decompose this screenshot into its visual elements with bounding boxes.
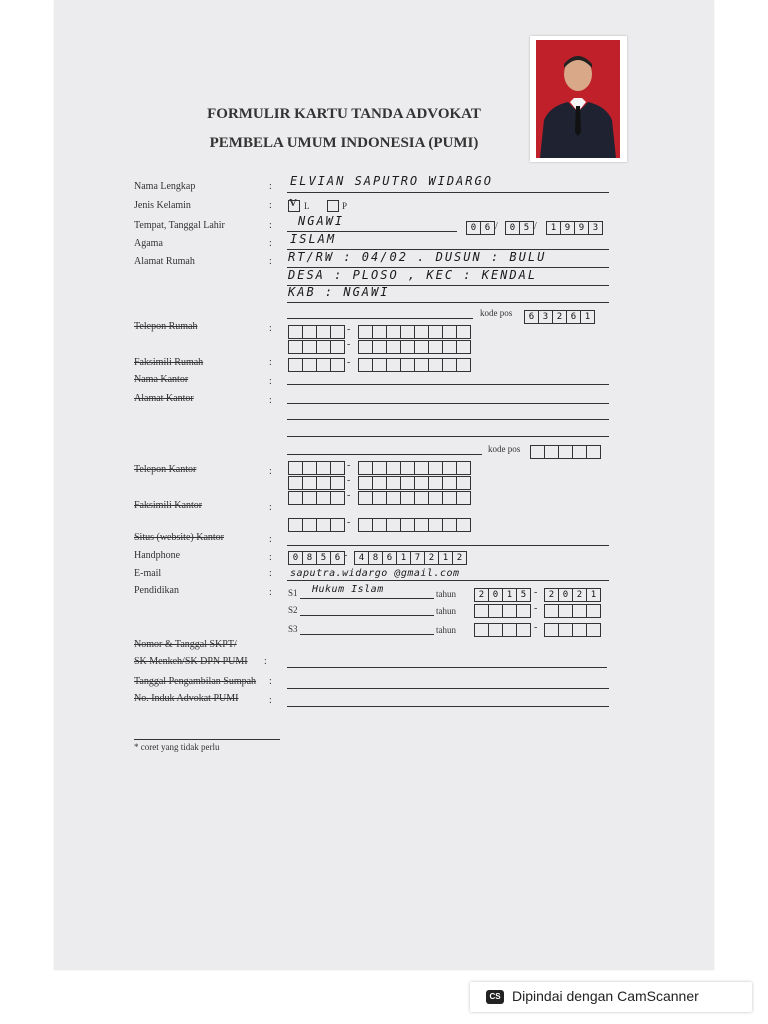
- label-telepon-rumah: Telepon Rumah: [134, 321, 198, 332]
- label-jenis-kelamin: Jenis Kelamin: [134, 200, 191, 211]
- label-tahun-s2: tahun: [436, 606, 456, 616]
- label-nama: Nama Lengkap: [134, 181, 196, 192]
- person-photo-icon: [536, 40, 620, 158]
- s1-start-boxes[interactable]: 2 0 1 5: [474, 588, 531, 602]
- value-s1-jurusan[interactable]: Hukum Islam: [312, 584, 384, 595]
- label-nama-kantor: Nama Kantor: [134, 374, 189, 385]
- value-tempat-lahir[interactable]: NGAWI: [298, 214, 345, 228]
- label-pendidikan: Pendidikan: [134, 585, 179, 596]
- tgl-day-boxes[interactable]: 0 6: [466, 221, 495, 235]
- label-P: P: [342, 201, 348, 211]
- telp-kantor-area-2[interactable]: [288, 476, 345, 490]
- value-alamat-3[interactable]: KAB : NGAWI: [288, 285, 390, 299]
- label-telepon-kantor: Telepon Kantor: [134, 464, 197, 475]
- label-faksimili-rumah: Faksimili Rumah: [134, 357, 204, 368]
- telp-rumah-area-2[interactable]: [288, 340, 345, 354]
- kode-pos-rumah-boxes[interactable]: 6 3 2 6 1: [524, 310, 595, 324]
- label-faksimili-kantor: Faksimili Kantor: [134, 500, 203, 511]
- label-s3: S3: [288, 624, 298, 634]
- form-paper: FORMULIR KARTU TANDA ADVOKAT PEMBELA UMUM INDONESIA (PUMI) Nama Lengkap : ELVIAN SAPUTRO WIDARGO Jenis Kelamin : V L P Tempat, Tanggal Lahir : NGAWI 0 6 / 0 5 / 1 9 9 3 Agama : ISLAM Alamat Rumah : RT/RW : 04/02 . DUSUN : BULU DESA : PLOSO , KEC : KENDAL KAB : NGAWI kode pos 6 3 2 6 1 Telepon Rumah : - - Faksimili Rumah : - Nama Kantor : Alamat Kantor : kode pos Telepon Kantor : - - - Faksimili Kantor : - Situs (website) Kantor : Handphone : 0 8 5 6 - 4 8 6 1 7 2 1 2 E-mail : saputra.widargo @gmail.com Pendidikan : S1 Hukum Islam tahun 2 0 1 5 - 2 0 2 1 S2 tahun - S3 tahun - Nomor & Tanggal SKPT/ SK Menkeh/SK DPN PUMI : Tanggal Pengambilan Sumpah : No. Induk Advokat PUMI : * coret yang tidak perlu: [54, 0, 714, 970]
- value-alamat-2[interactable]: DESA : PLOSO , KEC : KENDAL: [288, 268, 538, 282]
- s3-end-boxes[interactable]: [544, 623, 601, 637]
- label-alamat-rumah: Alamat Rumah: [134, 256, 195, 267]
- telp-kantor-num-2[interactable]: [358, 476, 471, 490]
- telp-rumah-num-2[interactable]: [358, 340, 471, 354]
- label-L: L: [304, 201, 310, 211]
- fax-rumah-num[interactable]: [358, 358, 471, 372]
- value-nama[interactable]: ELVIAN SAPUTRO WIDARGO: [290, 174, 493, 188]
- form-title-line2: PEMBELA UMUM INDONESIA (PUMI): [209, 135, 479, 151]
- handphone-boxes[interactable]: 0 8 5 6: [288, 551, 345, 565]
- fax-kantor-area[interactable]: [288, 518, 345, 532]
- telp-kantor-num-1[interactable]: [358, 461, 471, 475]
- label-ttl: Tempat, Tanggal Lahir: [134, 220, 225, 231]
- fax-kantor-num[interactable]: [358, 518, 471, 532]
- label-handphone: Handphone: [134, 550, 181, 561]
- telp-kantor-num-3[interactable]: [358, 491, 471, 505]
- label-s2: S2: [288, 605, 298, 615]
- label-tahun-s1: tahun: [436, 589, 456, 599]
- applicant-photo: [530, 36, 627, 162]
- camscanner-watermark: [470, 982, 752, 1012]
- s2-start-boxes[interactable]: [474, 604, 531, 618]
- s3-start-boxes[interactable]: [474, 623, 531, 637]
- label-kode-pos-rumah: kode pos: [480, 308, 513, 318]
- label-kode-pos-kantor: kode pos: [488, 444, 521, 454]
- s2-end-boxes[interactable]: [544, 604, 601, 618]
- label-s1: S1: [288, 588, 298, 598]
- checkbox-perempuan[interactable]: [327, 200, 339, 212]
- label-alamat-kantor: Alamat Kantor: [134, 393, 194, 404]
- telp-kantor-area-3[interactable]: [288, 491, 345, 505]
- label-situs-kantor: Situs (website) Kantor: [134, 532, 224, 543]
- fax-rumah-area[interactable]: [288, 358, 345, 372]
- kode-pos-kantor-boxes[interactable]: [530, 445, 601, 459]
- label-tanggal-sumpah: Tanggal Pengambilan Sumpah: [134, 676, 257, 687]
- telp-kantor-area-1[interactable]: [288, 461, 345, 475]
- label-skpt-1: Nomor & Tanggal SKPT/: [134, 639, 237, 650]
- form-title-line1: FORMULIR KARTU TANDA ADVOKAT: [207, 106, 481, 122]
- value-email[interactable]: saputra.widargo @gmail.com: [290, 568, 460, 579]
- value-alamat-1[interactable]: RT/RW : 04/02 . DUSUN : BULU: [288, 250, 547, 264]
- value-agama[interactable]: ISLAM: [290, 232, 337, 246]
- tgl-month-boxes[interactable]: 0 5: [505, 221, 534, 235]
- label-email: E-mail: [134, 568, 162, 579]
- telp-rumah-area-1[interactable]: [288, 325, 345, 339]
- label-skpt-2: SK Menkeh/SK DPN PUMI: [134, 656, 248, 667]
- camscanner-logo-icon: CS: [486, 990, 504, 1004]
- label-no-induk: No. Induk Advokat PUMI: [134, 693, 239, 704]
- check-mark-icon: V: [289, 197, 297, 209]
- telp-rumah-num-1[interactable]: [358, 325, 471, 339]
- camscanner-text: Dipindai dengan CamScanner: [512, 988, 699, 1004]
- s1-end-boxes[interactable]: 2 0 2 1: [544, 588, 601, 602]
- label-agama: Agama: [134, 238, 163, 249]
- tgl-year-boxes[interactable]: 1 9 9 3: [546, 221, 603, 235]
- footnote: * coret yang tidak perlu: [134, 742, 220, 752]
- handphone-number-boxes[interactable]: 4 8 6 1 7 2 1 2: [354, 551, 467, 565]
- label-tahun-s3: tahun: [436, 625, 456, 635]
